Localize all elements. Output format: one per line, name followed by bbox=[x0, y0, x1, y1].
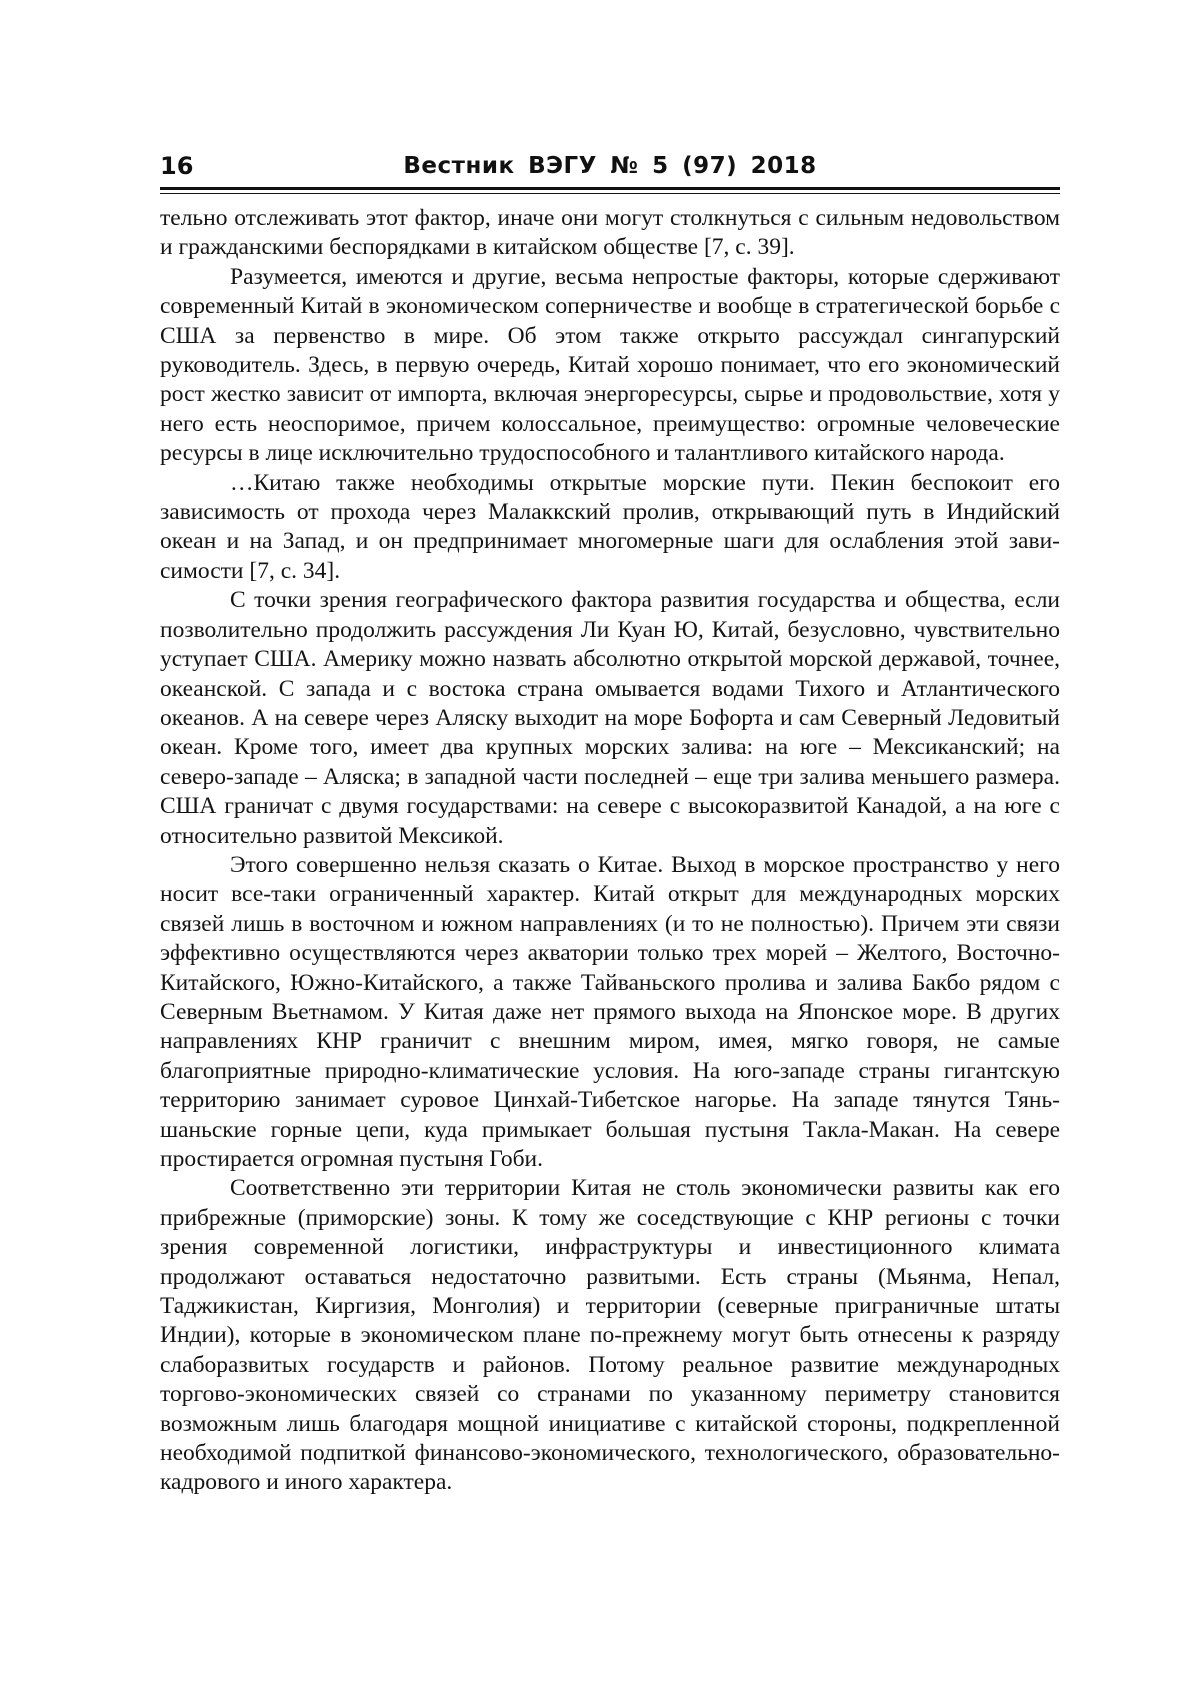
paragraph-continuation: тельно отслеживать этот фактор, иначе они могут столкнуться с сильным недовольством и гражданскими беспорядками в китайском обществе [7, с. 39]. bbox=[160, 205, 1060, 261]
article-body bbox=[160, 204, 1060, 1498]
paragraph: С точки зрения географического фактора развития государства и общества, если позволительно продолжить рассуждения Ли Куан Ю, Китай, безусловно, чувствительно уступает США. Америку можно назвать абсолютно открытой морской державой, точнее, океанской. С запада и с востока страна омывается водами Тихого и Атлантического океанов. А на севере через Аляску выходит на море Бофорта и сам Северный Ледовитый океан. Кроме того, имеет два крупных морских залива: на юге – Мексиканский; на северо-западе – Аляска; в западной части последней – еще три залива меньшего размера. США граничат с двумя государствами: на севере с высокоразвитой Канадой, а на юге с относительно развитой Мексикой. bbox=[160, 587, 1060, 849]
page-number: 16 bbox=[160, 152, 194, 180]
paragraph-quote: …Китаю также необходимы открытые морские пути. Пекин беспокоит его зависимость от прохода через Малаккский пролив, открывающий путь в Индийский океан и на Запад, и он предпринимает многомерные шаги для ослабления этой зависимости [7, с. 34]. bbox=[160, 469, 1060, 584]
header-rule-thin bbox=[160, 193, 1060, 194]
paragraph: Разумеется, имеются и другие, весьма непростые факторы, которые сдерживают современный Китай в экономическом соперничестве и вообще в стратегической борьбе с США за первенство в мире. Об этом также открыто рассуждал сингапурский руководитель. Здесь, в первую очередь, Китай хорошо понимает, что его экономический рост жестко зависит от импорта, включая энергоресурсы, сырье и продовольствие, хотя у него есть неоспоримое, причем колоссальное, преимущество: огромные человеческие ресурсы в лице исключительно трудоспособного и талантливого китайского народа. bbox=[160, 263, 1060, 467]
header-rule-thick bbox=[160, 187, 1060, 190]
paragraph: Этого совершенно нельзя сказать о Китае. Выход в морское пространство у него носит все-таки ограниченный характер. Китай открыт для международных морских связей лишь в восточном и южном направлениях (и то не полностью). Причем эти связи эффективно осуществляются через акватории только трех морей – Желтого, Восточно-Китайского, Южно-Китайского, а также Тайваньского пролива и залива Бакбо рядом с Северным Вьетнамом. У Китая даже нет прямого выхода на Японское море. В других направлениях КНР граничит с внешним миром, имея, мягко говоря, не самые благоприятные природно-климатические условия. На юго-западе страны гигантскую территорию занимает суровое Цинхай-Тибетское нагорье. На западе тянутся Тянь-шаньские горные цепи, куда примыкает большая пустыня Такла-Макан. На севере простирается огромная пустыня Гоби. bbox=[160, 851, 1060, 1172]
running-header bbox=[160, 150, 1060, 184]
paragraph: Соответственно эти территории Китая не столь экономически развиты как его прибрежные (приморские) зоны. К тому же соседствующие с КНР регионы с точки зрения современной логистики, инфраструктуры и инвестиционного климата продолжают оставаться недостаточно развитыми. Есть страны (Мьянма, Непал, Таджикистан, Киргизия, Монголия) и территории (северные приграничные штаты Индии), которые в экономическом плане по-прежнему могут быть отнесены к разряду слаборазвитых государств и районов. Потому реальное развитие международных торгово-экономических связей со странами по указанному периметру становится возможным лишь благодаря мощной инициативе с китайской стороны, подкрепленной необходимой подпиткой финансово-экономического, технологического, образовательно-кадрового и иного характера. bbox=[160, 1175, 1060, 1496]
journal-title: Вестник ВЭГУ № 5 (97) 2018 bbox=[403, 153, 817, 179]
